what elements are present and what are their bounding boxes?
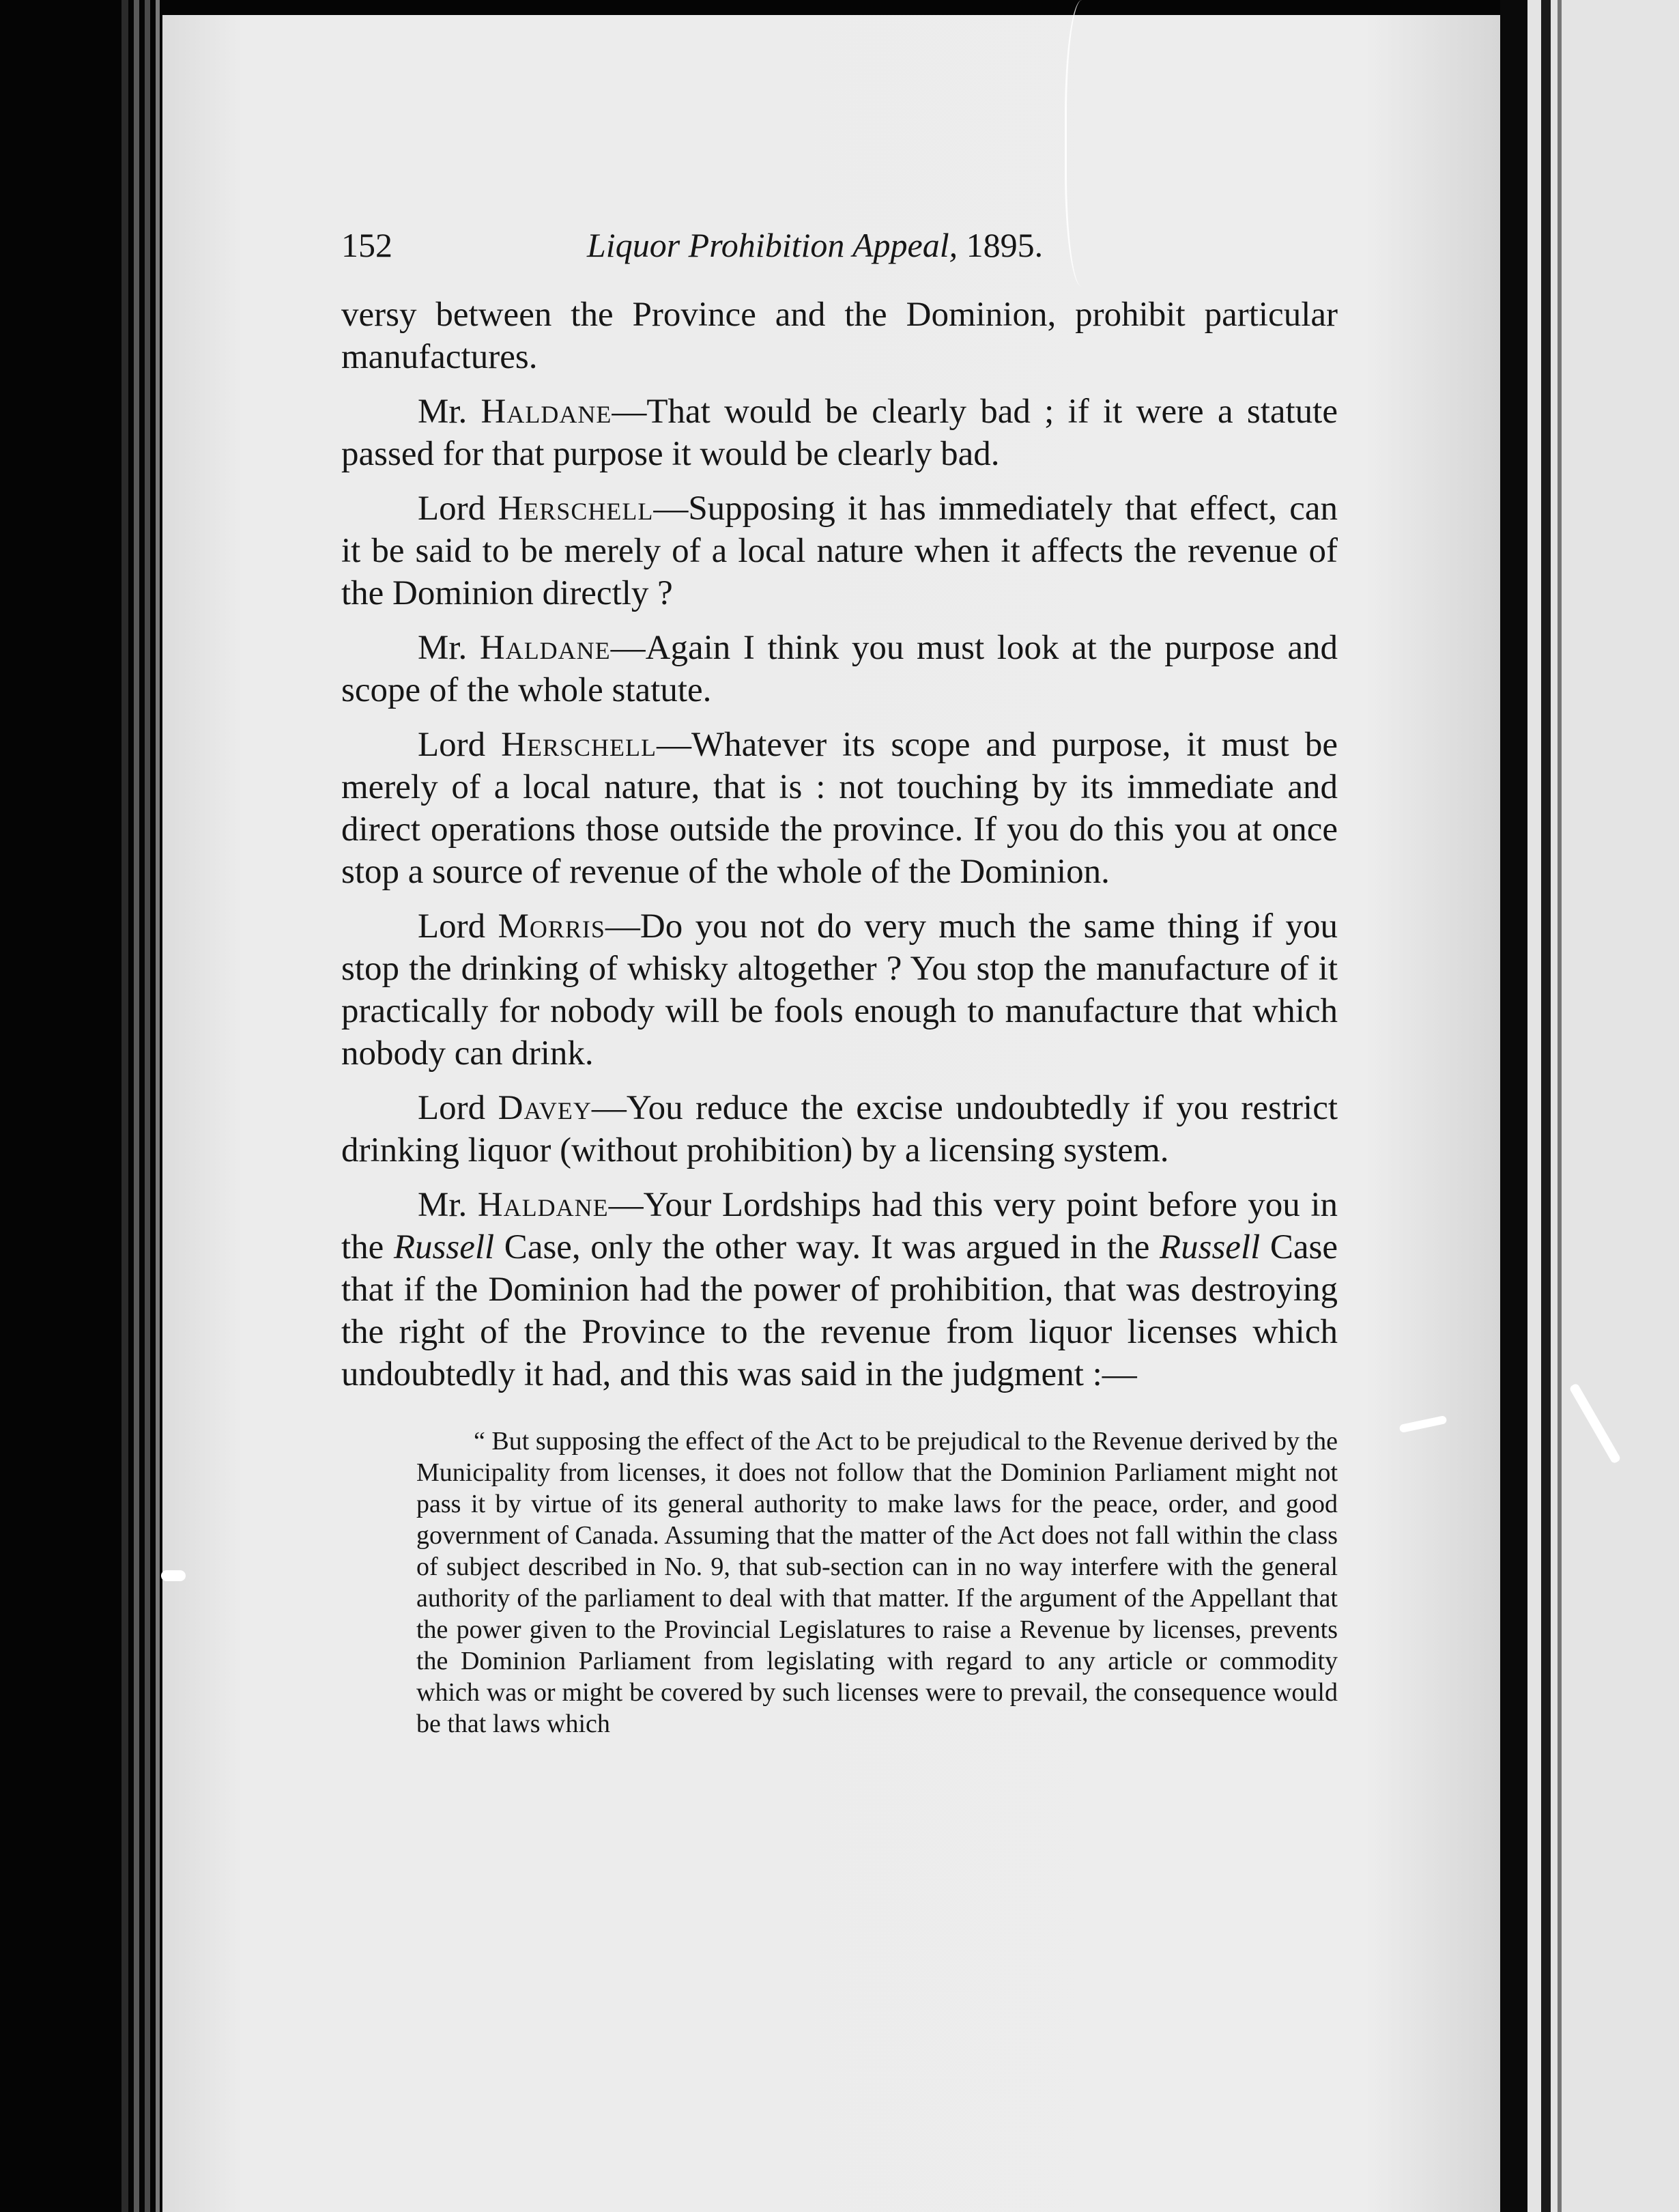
paragraph-haldane-1: Mr. Haldane—That would be clearly bad ; if it were a statute passed for that purpose it would be clearly bad. (341, 393, 1338, 473)
scan-speck (161, 1570, 186, 1581)
facing-page-sliver (1527, 0, 1679, 2212)
page-edge-3 (145, 0, 150, 2212)
speaker-name: Herschell (501, 726, 657, 764)
speaker-name: Herschell (498, 490, 654, 528)
case-name: Russell (393, 1228, 495, 1266)
case-name: Russell (1159, 1228, 1261, 1266)
speaker-name: Morris (498, 907, 605, 946)
paragraph-morris: Lord Morris—Do you not do very much the same thing if you stop the drinking of whisky altogether ? You stop the manufacture of it practically for nobody will be fools enough to manufacture that which nobody can drink. (341, 907, 1338, 1073)
page-edge-4 (156, 0, 160, 2212)
page-text (341, 225, 1338, 1740)
judgment-quotation: “ But supposing the effect of the Act to be prejudical to the Revenue derived by the Municipality from licenses, it does not follow that the Dominion Parliament might not pass it by virtue of its general authority to make laws for the peace, order, and good government of Canada. Assuming that the matter of the Act does not fall within the class of subject described in No. 9, that sub-section can in no way interfere with the general authority of the parliament to deal with that matter. If the argument of the Appellant that the power given to the Provincial Legislatures to raise a Revenue by licenses, prevents the Dominion Parliament from legislating with regard to any article or commodity which was or might be covered by such licenses were to prevail, the consequence would be that laws which (416, 1427, 1338, 1738)
book-gutter (1500, 0, 1527, 2212)
speaker-name: Haldane (477, 1186, 609, 1224)
running-header (341, 225, 1338, 280)
paragraph-haldane-3: Mr. Haldane—Your Lordships had this very point before you in the Russell Case, only the other way. It was argued in the Russell Case that if the Dominion had the power of prohibition, that was destroying the right of the Province to the revenue from liquor licenses which undoubtedly it had, and this was said in the judgment :— (341, 1186, 1338, 1393)
page-edge-1 (121, 0, 128, 2212)
speaker-name: Haldane (480, 393, 612, 431)
page-edge-2 (134, 0, 139, 2212)
paragraph-davey: Lord Davey—You reduce the excise undoubtedly if you restrict drinking liquor (without prohibition) by a licensing system. (341, 1089, 1338, 1169)
running-title: Liquor Prohibition Appeal, 1895. (587, 226, 1044, 264)
paragraph-herschell-2: Lord Herschell—Whatever its scope and purpose, it must be merely of a local nature, that is : not touching by its immediate and direct operations those outside the province. If you do this you at once stop a source of revenue of the whole of the Dominion. (341, 726, 1338, 891)
speaker-name: Haldane (479, 629, 611, 667)
page-number: 152 (341, 226, 392, 264)
paragraph-herschell-1: Lord Herschell—Supposing it has immediately that effect, can it be said to be merely of a local nature when it affects the revenue of the Dominion directly ? (341, 490, 1338, 612)
speaker-name: Davey (498, 1089, 592, 1127)
paragraph-continuation: versy between the Province and the Dominion, prohibit particular manufactures. (341, 296, 1338, 376)
paragraph-haldane-2: Mr. Haldane—Again I think you must look at the purpose and scope of the whole statute. (341, 629, 1338, 709)
